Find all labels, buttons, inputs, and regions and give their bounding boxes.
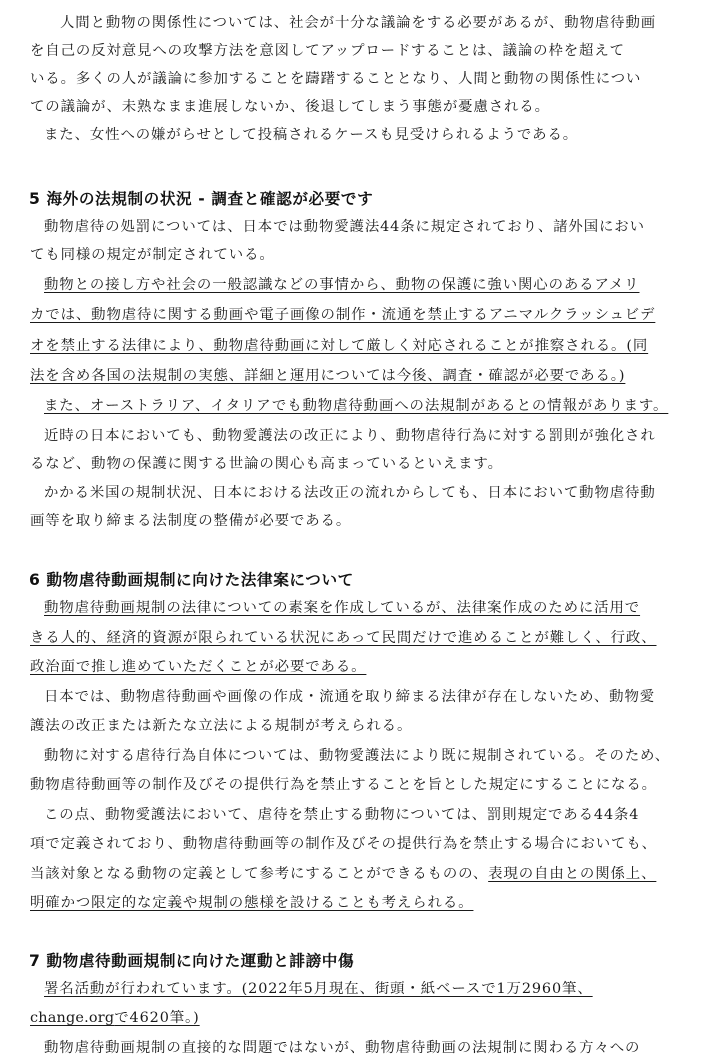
- section-5-heading: 5 海外の法規制の状況 - 調査と確認が必要です: [29, 190, 374, 208]
- s5-underlined-line-7: また、オーストラリア、イタリアでも動物虐待動画への法規制があるとの情報があります。: [44, 398, 669, 414]
- intro-line-1: 人間と動物の関係性については、社会が十分な議論をする必要があるが、動物虐待動画: [60, 15, 657, 31]
- s5-line-10: かかる米国の規制状況、日本における法改正の流れからしても、日本において動物虐待動: [44, 485, 656, 501]
- s6-line-9: 項で定義されており、動物虐待動画等の制作及びその提供行為を禁止する場合においても、: [30, 836, 657, 852]
- s7-underlined-line-1: 署名活動が行われています。(2022年5月現在、街頭・紙ベースで1万2960筆、: [44, 981, 593, 997]
- change-org-text: change.org: [30, 1010, 115, 1026]
- intro-line-4: ての議論が、未熟なまま進展しないか、後退してしまう事態が憂慮される。: [30, 99, 550, 115]
- s5-line-1: 動物虐待の処罰については、日本では動物愛護法44条に規定されており、諸外国におい: [44, 219, 645, 235]
- s5-line-2: ても同様の規定が制定されている。: [30, 247, 275, 263]
- s6-line-4: 日本では、動物虐待動画や画像の作成・流通を取り締まる法律が存在しないため、動物愛: [44, 689, 656, 705]
- s5-line-9: るなど、動物の保護に関する世論の関心も高まっているといえます。: [30, 456, 503, 472]
- s5-underlined-line-4: カでは、動物虐待に関する動画や電子画像の制作・流通を禁止するアニマルクラッシュビデ: [30, 307, 656, 323]
- s5-line-11: 画等を取り締まる法制度の整備が必要である。: [30, 513, 352, 529]
- s6-underlined-line-3: 政治面で推し進めていただくことが必要である。: [30, 659, 367, 675]
- s7-line-2-rest: で4620筆。): [114, 1010, 200, 1026]
- intro-line-5: また、女性への嫌がらせとして投稿されるケースも見受けられるようである。: [44, 127, 579, 143]
- s6-line-8: この点、動物愛護法において、虐待を禁止する動物については、罰則規定である44条4: [44, 807, 640, 823]
- intro-line-3: いる。多くの人が議論に参加することを躊躇することとなり、人間と動物の関係性につい: [30, 71, 642, 87]
- s6-underlined-line-11: 明確かつ限定的な定義や規制の態様を設けることも考えられる。: [30, 895, 474, 911]
- s6-line-7: 動物虐待動画等の制作及びその提供行為を禁止することを旨とした規定にすることになる。: [30, 777, 657, 793]
- s6-line-10: [30, 864, 656, 884]
- s6-line-5: 護法の改正または新たな立法による規制が考えられる。: [30, 718, 413, 734]
- s7-underlined-line-2: [30, 1008, 200, 1028]
- section-6-heading: 6 動物虐待動画規制に向けた法律案について: [29, 571, 354, 589]
- s6-line-10-underlined: 表現の自由との関係上、: [488, 866, 657, 882]
- s6-underlined-line-2: きる人的、経済的資源が限られている状況にあって民間だけで進めることが難しく、行政、: [30, 630, 657, 646]
- s6-underlined-line-1: 動物虐待動画規制の法律についての素案を作成しているが、法律案作成のために活用で: [44, 600, 641, 616]
- s5-line-8: 近時の日本においても、動物愛護法の改正により、動物虐待行為に対する罰則が強化され: [44, 428, 656, 444]
- s5-underlined-line-3: 動物との接し方や社会の一般認識などの事情から、動物の保護に強い関心のあるアメリ: [44, 277, 640, 293]
- s7-line-3: 動物虐待動画規制の直接的な問題ではないが、動物虐待動画の法規制に関わる方々への: [44, 1040, 641, 1056]
- s5-underlined-line-5: オを禁止する法律により、動物虐待動画に対して厳しく対応されることが推察される。(同: [30, 338, 649, 354]
- s6-line-6: 動物に対する虐待行為自体については、動物愛護法により既に規制されている。そのため、: [44, 748, 671, 764]
- intro-line-2: を自己の反対意見への攻撃方法を意図してアップロードすることは、議論の枠を超えて: [30, 43, 625, 59]
- s6-line-10-plain: 当該対象となる動物の定義として参考にすることができるものの、: [30, 866, 489, 882]
- section-7-heading: 7 動物虐待動画規制に向けた運動と誹謗中傷: [29, 952, 355, 970]
- s5-underlined-line-6: 法を含め各国の法規制の実態、詳細と運用については今後、調査・確認が必要である。): [30, 368, 626, 384]
